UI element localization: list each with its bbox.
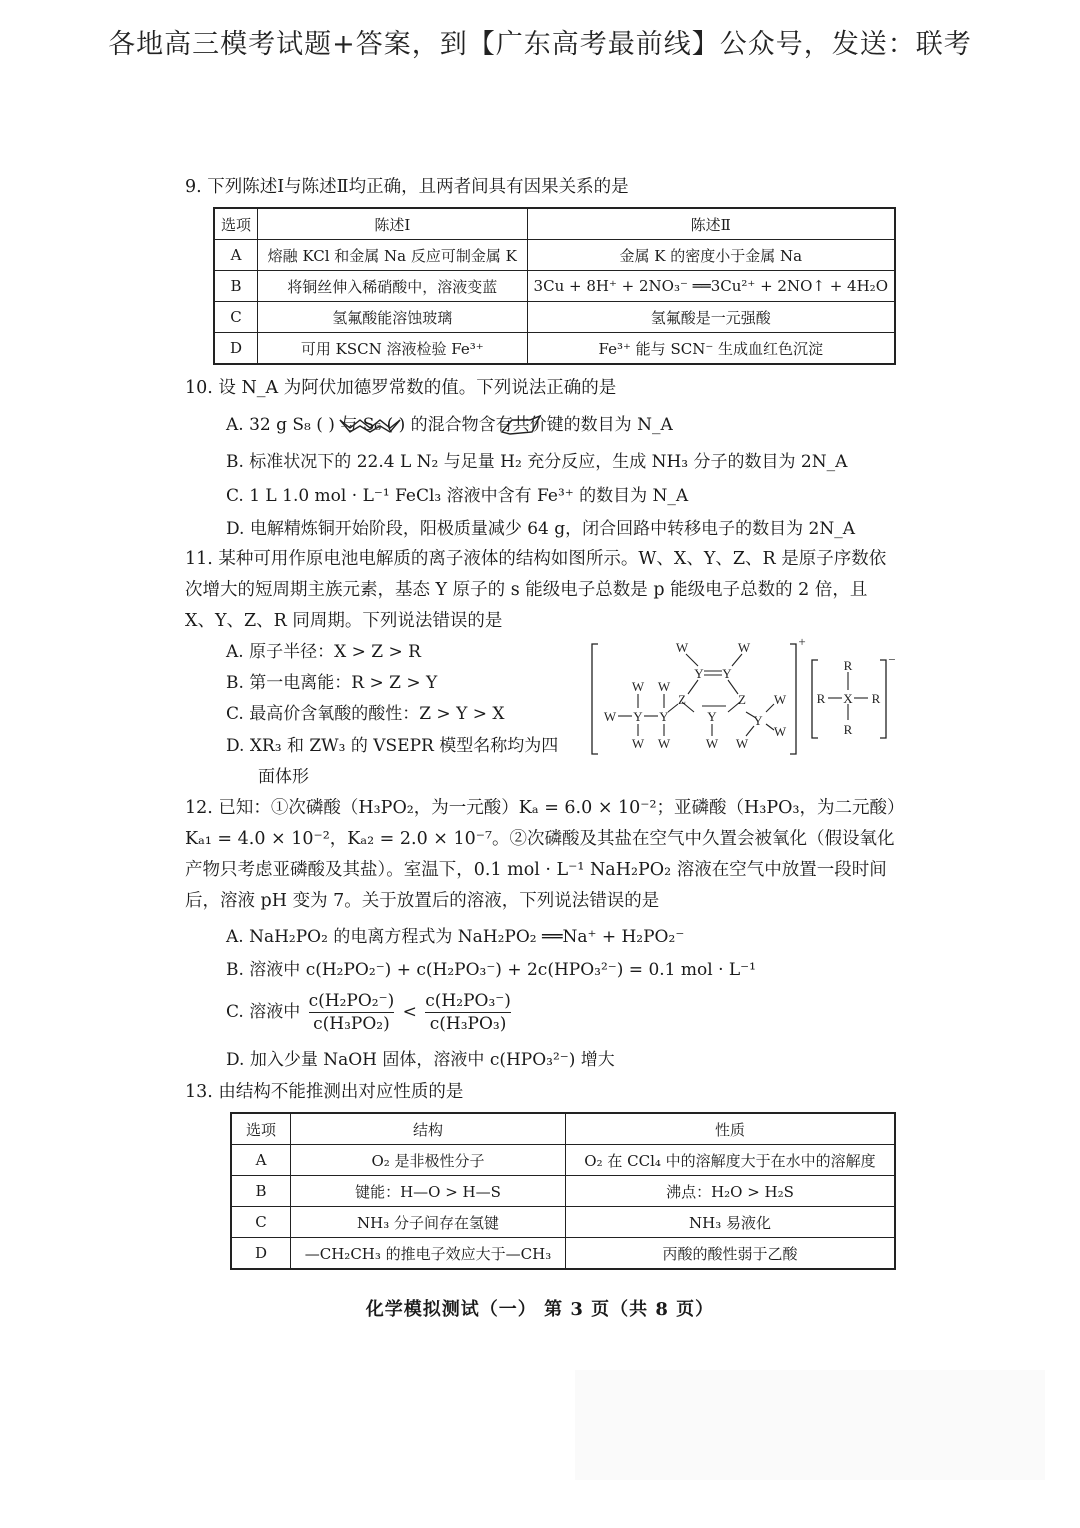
charge-label: + [798, 638, 806, 649]
fraction-denominator: c(H₃PO₃) [425, 1012, 511, 1035]
table-cell: B [231, 1176, 291, 1207]
table-row [214, 302, 895, 333]
q13-table [230, 1112, 896, 1270]
table-cell: 丙酸的酸性弱于乙酸 [566, 1238, 896, 1270]
q11-option-d-cont: 面体形 [258, 767, 309, 787]
table-row [231, 1145, 895, 1176]
q10-stem: 10. 设 N_A 为阿伏加德罗常数的值。下列说法正确的是 [185, 378, 617, 398]
comparison-operator: < [402, 1002, 417, 1022]
table-row [231, 1113, 895, 1145]
fraction-numerator: c(H₂PO₃⁻) [425, 991, 511, 1011]
table-cell: C [231, 1207, 291, 1238]
table-cell: A [231, 1145, 291, 1176]
q10-option-a [226, 410, 673, 440]
q9-header-option: 选项 [214, 208, 258, 240]
table-cell: 将铜丝伸入稀硝酸中，溶液变蓝 [258, 271, 528, 302]
q11-option-d: D. XR₃ 和 ZW₃ 的 VSEPR 模型名称均为四 [226, 736, 559, 756]
charge-label: − [888, 652, 896, 667]
atom-label: W [773, 692, 787, 707]
atom-label: X [843, 691, 853, 706]
table-cell: 氢氟酸是一元强酸 [527, 302, 895, 333]
atom-label: Y [722, 666, 732, 681]
fraction-2 [425, 990, 511, 1035]
q9-table [213, 207, 896, 365]
table-cell: Fe³⁺ 能与 SCN⁻ 生成血红色沉淀 [527, 333, 895, 365]
table-row [214, 240, 895, 271]
q13-header-property: 性质 [566, 1113, 896, 1145]
q9-header-stmt2: 陈述Ⅱ [527, 208, 895, 240]
q12-option-a: A. NaH₂PO₂ 的电离方程式为 NaH₂PO₂ ══Na⁺ + H₂PO₂⁻ [226, 927, 685, 947]
table-cell: C [214, 302, 258, 333]
atom-label: W [631, 679, 645, 694]
table-cell: NH₃ 易液化 [566, 1207, 896, 1238]
table-cell: 可用 KSCN 溶液检验 Fe³⁺ [258, 333, 528, 365]
atom-label: W [735, 736, 749, 751]
table-cell: D [231, 1238, 291, 1270]
table-row [231, 1176, 895, 1207]
fraction-1 [309, 990, 395, 1035]
table-cell: D [214, 333, 258, 365]
q10-option-a-text: A. 32 g S₈ ( ) 与 S₆ ( ) 的混合物含有共价键的数目为 N_A [226, 415, 673, 435]
banner-text: 各地高三模考试题+答案，到【广东高考最前线】公众号，发送：联考 [108, 29, 972, 60]
atom-label: W [631, 736, 645, 751]
q10-option-b: B. 标准状况下的 22.4 L N₂ 与足量 H₂ 充分反应，生成 NH₃ 分子的数目为 2N_A [226, 452, 848, 472]
ionic-liquid-structure [590, 638, 900, 760]
q13-stem: 13. 由结构不能推测出对应性质的是 [185, 1082, 464, 1102]
q12-option-b: B. 溶液中 c(H₂PO₂⁻) + c(H₂PO₃⁻) + 2c(HPO₃²⁻) = 0.1 mol · L⁻¹ [226, 960, 756, 980]
q13-header-option: 选项 [231, 1113, 291, 1145]
fraction-denominator: c(H₃PO₂) [309, 1012, 395, 1035]
s6-ring-icon [496, 412, 544, 438]
table-cell: A [214, 240, 258, 271]
atom-label: Z [738, 692, 746, 707]
q10-option-d: D. 电解精炼铜开始阶段，阳极质量减少 64 g，闭合回路中转移电子的数目为 2N_A [226, 519, 856, 539]
table-cell: O₂ 是非极性分子 [291, 1145, 566, 1176]
s8-ring-icon [336, 412, 404, 438]
blank-patch [575, 1370, 1045, 1480]
table-cell: 氢氟酸能溶蚀玻璃 [258, 302, 528, 333]
atom-label: R [843, 722, 853, 737]
q11-option-a: A. 原子半径：X > Z > R [226, 642, 421, 662]
atom-label: Y [659, 709, 669, 724]
table-row [214, 271, 895, 302]
table-cell: 沸点：H₂O > H₂S [566, 1176, 896, 1207]
atom-label: Y [633, 709, 643, 724]
table-cell: 金属 K 的密度小于金属 Na [527, 240, 895, 271]
atom-label: R [871, 691, 881, 706]
table-cell: —CH₂CH₃ 的推电子效应大于—CH₃ [291, 1238, 566, 1270]
atom-label: W [737, 640, 751, 655]
table-cell: 键能：H—O > H—S [291, 1176, 566, 1207]
table-cell: 熔融 KCl 和金属 Na 反应可制金属 K [258, 240, 528, 271]
table-cell: 3Cu + 8H⁺ + 2NO₃⁻ ══3Cu²⁺ + 2NO↑ + 4H₂O [527, 271, 895, 302]
page-footer: 化学模拟测试（一） 第 3 页（共 8 页） [365, 1299, 715, 1320]
q9-stem: 9. 下列陈述Ⅰ与陈述Ⅱ均正确，且两者间具有因果关系的是 [185, 177, 629, 197]
table-row [231, 1238, 895, 1270]
atom-label: W [773, 724, 787, 739]
q12-option-c [226, 990, 514, 1035]
q11-option-c: C. 最高价含氧酸的酸性：Z > Y > X [226, 704, 505, 724]
atom-label: Z [678, 692, 686, 707]
atom-label: Y [707, 709, 717, 724]
atom-label: R [816, 691, 826, 706]
table-row [214, 333, 895, 365]
fraction-numerator: c(H₂PO₂⁻) [308, 991, 395, 1011]
atom-label: W [675, 640, 689, 655]
atom-label: W [657, 679, 671, 694]
q9-header-stmt1: 陈述Ⅰ [258, 208, 528, 240]
table-cell: O₂ 在 CCl₄ 中的溶解度大于在水中的溶解度 [566, 1145, 896, 1176]
atom-label: W [603, 709, 617, 724]
table-cell: NH₃ 分子间存在氢键 [291, 1207, 566, 1238]
atom-label: R [843, 658, 853, 673]
table-cell: B [214, 271, 258, 302]
q12-option-c-prefix: C. 溶液中 [226, 1002, 301, 1022]
atom-label: W [705, 736, 719, 751]
q11-option-b: B. 第一电离能：R > Z > Y [226, 673, 438, 693]
atom-label: Y [753, 713, 763, 728]
q12-stem: 12. 已知：①次磷酸（H₃PO₂，为一元酸）Kₐ = 6.0 × 10⁻²；亚磷酸（H₃PO₃，为二元酸）Kₐ₁ = 4.0 × 10⁻²，Kₐ₂ = 2.0 × 10⁻⁷。②次磷酸及其盐在空气中久置会被氧化（假设氧化产物只考虑亚磷酸及其盐）。室温下，0.1 mol · L⁻¹ NaH₂PO₂ 溶液在空气中放置一段时间后，溶液 pH 变为 7。关于放置后的溶液，下列说法错误的是 [185, 798, 896, 911]
q13-header-structure: 结构 [291, 1113, 566, 1145]
atom-label: Y [694, 666, 704, 681]
q11-stem: 11. 某种可用作原电池电解质的离子液体的结构如图所示。W、X、Y、Z、R 是原子序数依次增大的短周期主族元素，基态 Y 原子的 s 能级电子总数是 p 能级电子总数的 2 倍，且 X、Y、Z、R 同周期。下列说法错误的是 [185, 549, 887, 631]
table-row [214, 208, 895, 240]
q10-option-c: C. 1 L 1.0 mol · L⁻¹ FeCl₃ 溶液中含有 Fe³⁺ 的数目为 N_A [226, 486, 689, 506]
q12-option-d: D. 加入少量 NaOH 固体，溶液中 c(HPO₃²⁻) 增大 [226, 1050, 615, 1070]
atom-label: W [657, 736, 671, 751]
table-row [231, 1207, 895, 1238]
